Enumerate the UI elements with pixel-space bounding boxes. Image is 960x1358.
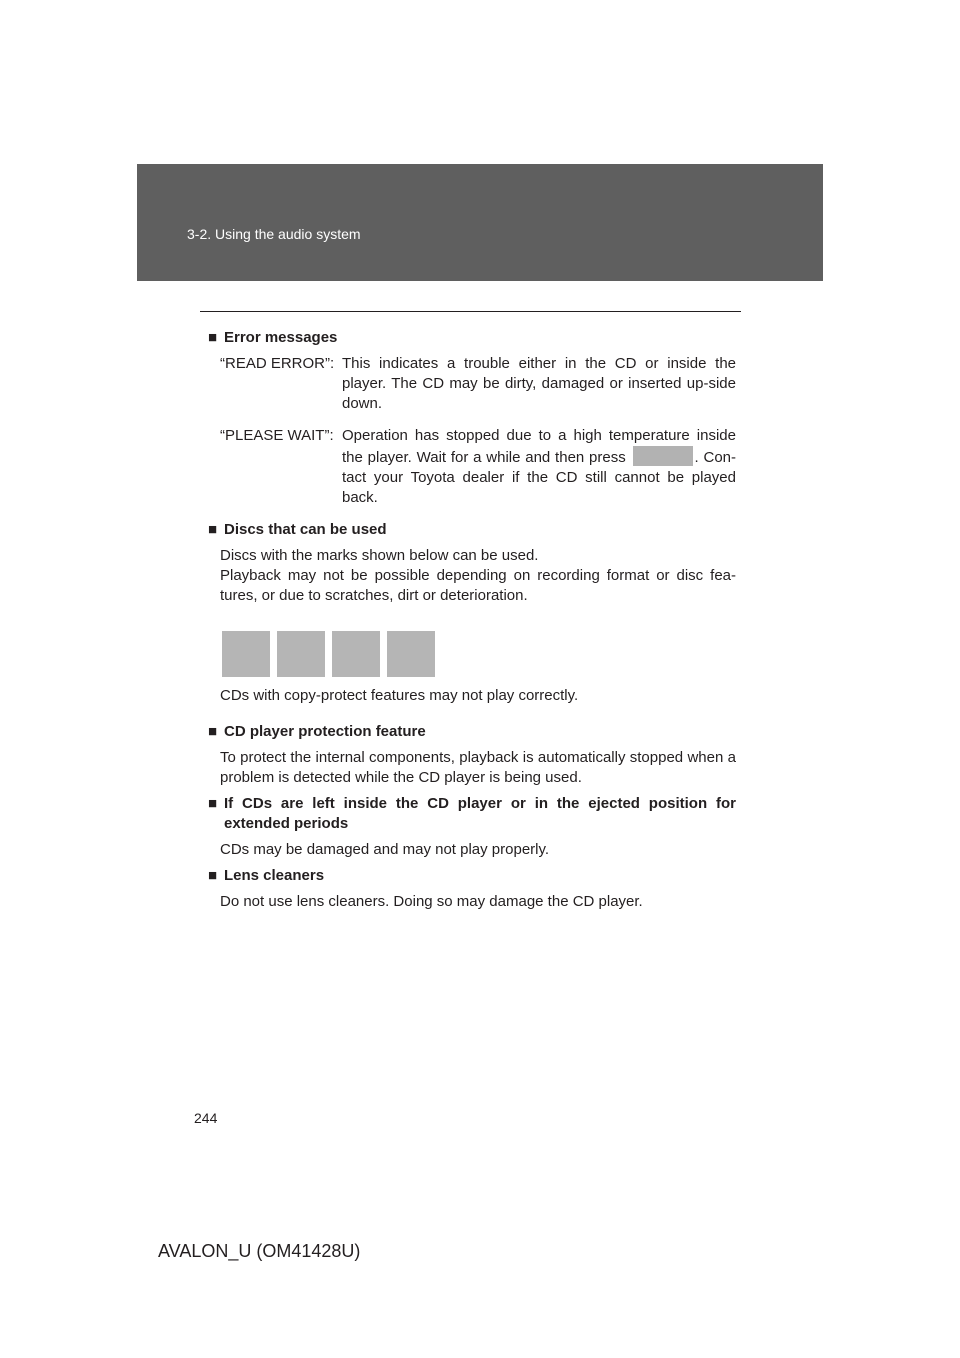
paragraph: CDs with copy-protect features may not play correctly.: [220, 687, 579, 704]
error-text: This indicates a trouble either in the CD or inside the player. The CD may be dirty, damaged or inserted up-side down.: [342, 355, 736, 412]
bullet-square: ■: [208, 723, 218, 740]
bullet-square: ■: [208, 329, 218, 346]
model-code: AVALON_U (OM41428U): [158, 1241, 361, 1261]
paragraph: Playback may not be possible depending on recording format or disc fea-tures, or due to scratches, dirt or deterioration.: [220, 567, 736, 604]
disc-mark-image: [222, 631, 270, 677]
button-image: [633, 446, 693, 466]
bullet-square: ■: [208, 867, 218, 884]
error-label: “READ ERROR”:: [220, 355, 335, 372]
divider: [200, 311, 741, 312]
heading-discs: ■ Discs that can be used: [208, 521, 387, 538]
section-title: 3-2. Using the audio system: [187, 226, 361, 242]
paragraph: Discs with the marks shown below can be used.: [220, 547, 539, 564]
heading-lens: ■ Lens cleaners: [208, 867, 325, 884]
section-header-bar: [137, 164, 823, 281]
heading-protection: ■ CD player protection feature: [208, 723, 426, 740]
page-content: [208, 328, 736, 912]
paragraph: To protect the internal components, playback is automatically stopped when a problem is detected while the CD player is being used.: [220, 749, 736, 786]
disc-mark-image: [332, 631, 380, 677]
heading-left-inside: ■ If CDs are left inside the CD player or in the ejected position for extended periods: [208, 795, 736, 832]
paragraph: CDs may be damaged and may not play properly.: [220, 841, 550, 858]
disc-mark-image: [387, 631, 435, 677]
disc-marks: [222, 631, 736, 677]
disc-mark-image: [277, 631, 325, 677]
heading-error-messages: ■ Error messages: [208, 329, 338, 346]
bullet-square: ■: [208, 521, 218, 538]
paragraph: Do not use lens cleaners. Doing so may damage the CD player.: [220, 893, 643, 910]
error-text: Operation has stopped due to a high temperature inside the player. Wait for a while and then press . Con-tact your Toyota dealer if the CD still cannot be played back.: [342, 427, 736, 506]
bullet-square: ■: [208, 795, 218, 812]
page-number: 244: [194, 1110, 218, 1126]
error-read: [208, 354, 736, 414]
error-please-wait: [208, 426, 736, 508]
error-label: “PLEASE WAIT”:: [220, 427, 334, 444]
